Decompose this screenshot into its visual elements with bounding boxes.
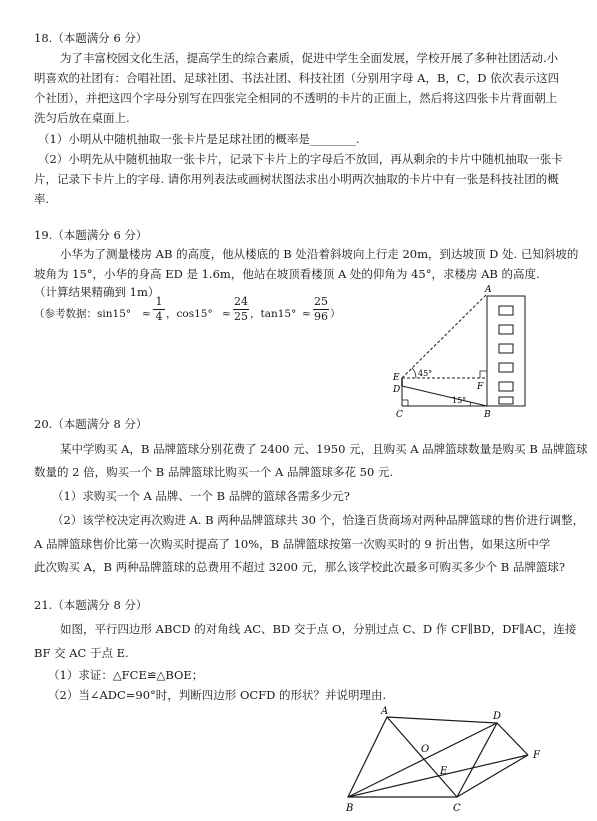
q19-ref-approx-cos: ≈ (222, 308, 231, 320)
q18-part2-line-1: （2）小明先从中随机抽取一张卡片，记录下卡片上的字母后不放回，再从剩余的卡片中随机抽取一张卡 (38, 152, 563, 166)
q18-part2-line-2: 片，记录下卡片上的字母. 请你用列表法或画树状图法求出小明两次抽取的卡片中有一张是科技社团的概 (34, 172, 559, 186)
label-c: C (453, 803, 461, 814)
q21-text-line-1: 如图，平行四边形 ABCD 的对角线 AC、BD 交于点 O，分别过点 C、D 作 CF∥BD，DF∥AC，连接 (60, 622, 577, 636)
q18-intro-line-4: 洗匀后放在桌面上. (34, 111, 130, 125)
q20-part2-line-1: （2）该学校决定再次购进 A. B 两种品牌篮球共 30 个，恰逢百货商场对两种品牌篮球的售价进行调整， (52, 513, 585, 527)
q19-ref-prefix: （参考数据：sin15° (34, 308, 132, 320)
angle-label-45: 45° (418, 369, 433, 378)
q19-heading: 19.（本题满分 6 分） (34, 228, 148, 242)
q21-figure (340, 705, 550, 815)
q19-ref-cos-label: ，cos15° (166, 308, 213, 320)
q19-figure (392, 282, 542, 430)
label-b: B (484, 410, 491, 420)
q19-ref-approx-sin: ≈ (142, 308, 151, 320)
q20-text-line-1: 某中学购买 A，B 品牌篮球分别花费了 2400 元、1950 元，且购买 A 品牌篮球数量是购买 B 品牌篮球 (60, 442, 588, 456)
line-df (497, 723, 528, 755)
sin-denominator: 4 (155, 310, 163, 323)
label-o: O (421, 744, 430, 755)
cos-denominator: 25 (234, 310, 248, 323)
q18-intro-line-3: 个社团），并把这四个字母分别写在四张完全相同的不透明的卡片的正面上，然后将这四张卡片背面朝上 (34, 91, 558, 105)
right-angle-f (480, 371, 487, 378)
q19-text-line-1: 小华为了测量楼房 AB 的高度，他从楼底的 B 处沿着斜坡向上行走 20m，到达坡顶 D 处. 已知斜坡的 (60, 247, 579, 261)
label-d: D (393, 385, 401, 395)
sin-numerator: 1 (155, 295, 163, 308)
q19-text-line-2: 坡角为 15°，小华的身高 ED 是 1.6m，他站在坡顶看楼顶 A 处的仰角为 45°，求楼房 AB 的高度. (34, 267, 540, 281)
line-bf (348, 755, 528, 797)
q20-part1: （1）求购买一个 A 品牌、一个 B 品牌的篮球各需多少元? (52, 489, 350, 503)
angle-arc-45 (412, 368, 416, 378)
label-f: F (477, 382, 484, 392)
q18-part1: （1）小明从中随机抽取一张卡片是足球社团的概率是________. (38, 132, 360, 146)
q19-ref-sin-fraction (153, 296, 165, 323)
label-a: A (485, 285, 492, 295)
label-f: F (533, 750, 540, 761)
angle-arc-15 (470, 402, 471, 406)
q18-part2-line-3: 率. (34, 192, 50, 206)
right-angle-c (402, 400, 408, 406)
q19-ref-suffix: ） (330, 308, 341, 320)
q20-heading: 20.（本题满分 8 分） (34, 417, 148, 431)
cos-numerator: 24 (234, 295, 248, 308)
tan-denominator: 96 (314, 310, 328, 323)
line-cf (457, 755, 528, 797)
tan-numerator: 25 (314, 295, 328, 308)
q21-text-line-2: BF 交 AC 于点 E. (34, 646, 129, 660)
q18-heading: 18.（本题满分 6 分） (34, 31, 148, 45)
q18-intro-line-2: 明喜欢的社团有：合唱社团、足球社团、书法社团、科技社团（分别用字母 A，B，C，D 依次表示这四 (34, 71, 560, 85)
label-c: C (396, 410, 403, 420)
q18-intro-line-1: 为了丰富校园文化生活，提高学生的综合素质，促进中学生全面发展，学校开展了多种社团活动.小 (60, 51, 559, 65)
label-a: A (381, 706, 389, 717)
q19-text-line-3: （计算结果精确到 1m） (34, 285, 160, 299)
building (487, 296, 525, 406)
q21-part1: （1）求证：△FCE≌△BOE； (48, 668, 204, 682)
line-db-slope (402, 386, 487, 406)
line-ea-sight (402, 294, 487, 378)
q20-part2-line-2: A 品牌篮球售价比第一次购买时提高了 10%，B 品牌篮球按第一次购买时的 9 折出售，如果这所中学 (34, 537, 551, 551)
label-e: E (393, 373, 400, 383)
angle-label-15: 15° (452, 396, 467, 405)
q20-part2-line-3: 此次购买 A，B 两种品牌篮球的总费用不超过 3200 元，那么该学校此次最多可购买多少个 B 品牌篮球? (34, 560, 566, 574)
q19-ref-tan-label: ，tan15° (250, 308, 297, 320)
q21-part2: （2）当∠ADC=90°时，判断四边形 OCFD 的形状？并说明理由. (48, 688, 387, 702)
label-e: E (440, 766, 448, 777)
q20-text-line-2: 数量的 2 倍，购买一个 B 品牌篮球比购买一个 A 品牌篮球多花 50 元. (34, 465, 394, 479)
label-d: D (493, 711, 502, 722)
q19-ref-tan-fraction (313, 296, 329, 323)
building-windows (499, 306, 513, 404)
q21-heading: 21.（本题满分 8 分） (34, 598, 148, 612)
q19-ref-approx-tan: ≈ (302, 308, 311, 320)
label-b: B (346, 803, 354, 814)
q19-ref-cos-fraction (233, 296, 249, 323)
